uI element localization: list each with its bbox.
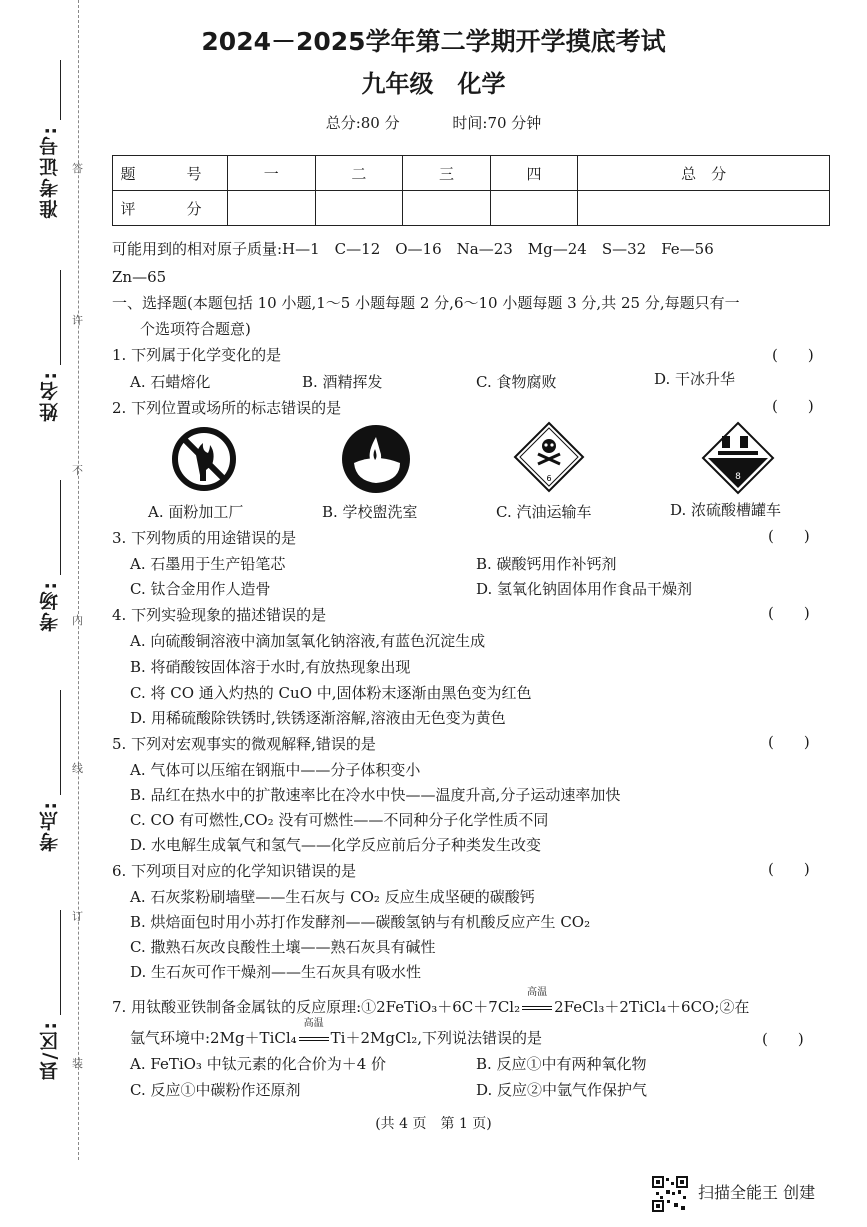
option-b: B. 品红在热水中的扩散速率比在冷水中快——温度升高,分子运动速率加快: [130, 786, 621, 804]
question-3-stem: 3. 下列物质的用途错误的是: [112, 529, 297, 547]
question-7-stem-line1: [112, 987, 750, 1018]
option-d: D. 干冰升华: [654, 370, 736, 388]
exam-time: 时间:70 分钟: [452, 114, 542, 132]
score-entry[interactable]: [403, 191, 491, 226]
question-1-stem: 1. 下列属于化学变化的是: [112, 346, 282, 364]
score-table-header-row: [113, 156, 830, 191]
option-b: B. 将硝酸铵固体溶于水时,有放热现象出现: [130, 658, 411, 676]
question-4-stem: 4. 下列实验现象的描述错误的是: [112, 606, 327, 624]
score-cell: 三: [403, 156, 491, 191]
option-d: D. 反应②中氩气作保护气: [476, 1081, 648, 1099]
q7-reaction1-arrow: [520, 987, 554, 1018]
save-water-icon: [340, 423, 412, 495]
q7-reaction2-reactants: 氩气环境中:2Mg＋TiCl₄: [130, 1029, 297, 1047]
question-7-stem-line2: [130, 1018, 543, 1049]
answer-paren[interactable]: ( ): [768, 860, 810, 878]
total-score: 总分:80 分: [325, 114, 400, 132]
option-d: D. 氢氧化钠固体用作食品干燥剂: [476, 580, 693, 598]
scanner-watermark: 扫描全能王 创建: [698, 1183, 816, 1202]
score-cell: 二: [315, 156, 403, 191]
score-entry[interactable]: [578, 191, 830, 226]
binding-char: 装: [72, 1057, 83, 1070]
option-b: B. 酒精挥发: [302, 373, 383, 391]
score-cell: 四: [490, 156, 578, 191]
option-b: B. 反应①中有两种氧化物: [476, 1055, 647, 1073]
option-b: B. 碳酸钙用作补钙剂: [476, 555, 617, 573]
binding-char: 线: [72, 762, 83, 775]
score-cell: 评 分: [113, 191, 228, 226]
score-cell: 题 号: [113, 156, 228, 191]
option-d: D. 生石灰可作干燥剂——生石灰具有吸水性: [130, 963, 422, 981]
answer-paren[interactable]: ( ): [772, 397, 814, 415]
option-a: A. 气体可以压缩在钢瓶中——分子体积变小: [130, 761, 421, 779]
binding-char: 答: [72, 162, 83, 175]
exam-site-label: 考点:: [39, 800, 61, 852]
exam-meta: [0, 112, 867, 133]
binding-char: 内: [72, 614, 83, 627]
no-open-flame-icon: [170, 425, 238, 493]
option-c: C. 钛合金用作人造骨: [130, 580, 271, 598]
binding-char: 订: [72, 910, 83, 923]
q7-reaction2-arrow: [297, 1018, 331, 1049]
binding-char: 不: [72, 464, 83, 477]
option-a: A. 向硫酸铜溶液中滴加氢氧化钠溶液,有蓝色沉淀生成: [130, 632, 486, 650]
question-5-stem: 5. 下列对宏观事实的微观解释,错误的是: [112, 735, 376, 753]
option-b: B. 烘焙面包时用小苏打作发酵剂——碳酸氢钠与有机酸反应产生 CO₂: [130, 913, 591, 931]
option-a: A. 石蜡熔化: [130, 373, 211, 391]
binding-char: 许: [72, 314, 83, 327]
question-6-stem: 6. 下列项目对应的化学知识错误的是: [112, 862, 357, 880]
option-c: C. 撒熟石灰改良酸性土壤——熟石灰具有碱性: [130, 938, 436, 956]
exam-site-rule: [60, 690, 61, 795]
option-c: C. CO 有可燃性,CO₂ 没有可燃性——不同种分子化学性质不同: [130, 811, 549, 829]
exam-room-label: 考场:: [39, 580, 61, 632]
exam-subtitle: 九年级 化学: [361, 70, 506, 98]
q7-reaction1-products: 2FeCl₃＋2TiCl₄＋6CO;②在: [554, 998, 750, 1016]
q7-reaction1-reactants: 7. 用钛酸亚铁制备金属钛的反应原理:①2FeTiO₃＋6C＋7Cl₂: [112, 998, 521, 1016]
atomic-masses-line2: Zn—65: [112, 268, 167, 286]
option-a: A. 面粉加工厂: [148, 503, 244, 521]
section-heading-cont: 个选项符合题意): [140, 320, 251, 338]
score-cell: 总 分: [578, 156, 830, 191]
option-b: B. 学校盥洗室: [322, 503, 418, 521]
score-entry[interactable]: [315, 191, 403, 226]
score-entry[interactable]: [490, 191, 578, 226]
score-entry[interactable]: [228, 191, 316, 226]
answer-paren[interactable]: ( ): [768, 733, 810, 751]
toxic-diamond-icon: [512, 420, 586, 494]
option-d: D. 用稀硫酸除铁锈时,铁锈逐渐溶解,溶液由无色变为黄色: [130, 709, 506, 727]
candidate-number-label: 准考证号:: [39, 125, 61, 219]
option-c: C. 食物腐败: [476, 373, 557, 391]
score-cell: 一: [228, 156, 316, 191]
county-label: 县/区:: [39, 1020, 61, 1081]
option-d: D. 浓硫酸槽罐车: [670, 501, 782, 519]
option-c: C. 将 CO 通入灼热的 CuO 中,固体粉末逐渐由黑色变为红色: [130, 684, 532, 702]
answer-paren[interactable]: ( ): [772, 346, 814, 364]
county-rule: [60, 910, 61, 1015]
q7-reaction1-condition: 高温: [527, 987, 548, 998]
exam-title: 2024－2025学年第二学期开学摸底考试: [201, 27, 666, 56]
option-a: A. FeTiO₃ 中钛元素的化合价为＋4 价: [130, 1055, 387, 1073]
q7-reaction2-products: Ti＋2MgCl₂,下列说法错误的是: [330, 1029, 543, 1047]
name-label: 姓名:: [39, 370, 61, 422]
answer-paren[interactable]: ( ): [768, 604, 810, 622]
corrosive-class-number: 8: [735, 472, 741, 482]
option-d: D. 水电解生成氧气和氢气——化学反应前后分子种类发生改变: [130, 836, 542, 854]
corrosive-diamond-icon: [700, 420, 776, 496]
section-heading: 一、选择题(本题包括 10 小题,1～5 小题每题 2 分,6～10 小题每题 3 分,共 25 分,每题只有一: [112, 294, 740, 312]
atomic-masses-line1: 可能用到的相对原子质量:H—1 C—12 O—16 Na—23 Mg—24 S—32 Fe—56: [112, 240, 714, 258]
name-rule: [60, 270, 61, 365]
toxic-class-number: 6: [546, 474, 552, 483]
q7-reaction2-condition: 高温: [303, 1018, 324, 1029]
page-footer: (共 4 页 第 1 页): [375, 1116, 492, 1132]
score-table: [112, 155, 830, 226]
score-table-grade-row: [113, 191, 830, 226]
option-a: A. 石灰浆粉刷墙壁——生石灰与 CO₂ 反应生成坚硬的碳酸钙: [130, 888, 535, 906]
qr-code-icon: [652, 1176, 688, 1212]
option-a: A. 石墨用于生产铅笔芯: [130, 555, 286, 573]
option-c: C. 汽油运输车: [496, 503, 592, 521]
option-c: C. 反应①中碳粉作还原剂: [130, 1081, 301, 1099]
answer-paren[interactable]: ( ): [768, 527, 810, 545]
question-2-stem: 2. 下列位置或场所的标志错误的是: [112, 399, 342, 417]
answer-paren[interactable]: ( ): [762, 1030, 804, 1048]
exam-room-rule: [60, 480, 61, 575]
